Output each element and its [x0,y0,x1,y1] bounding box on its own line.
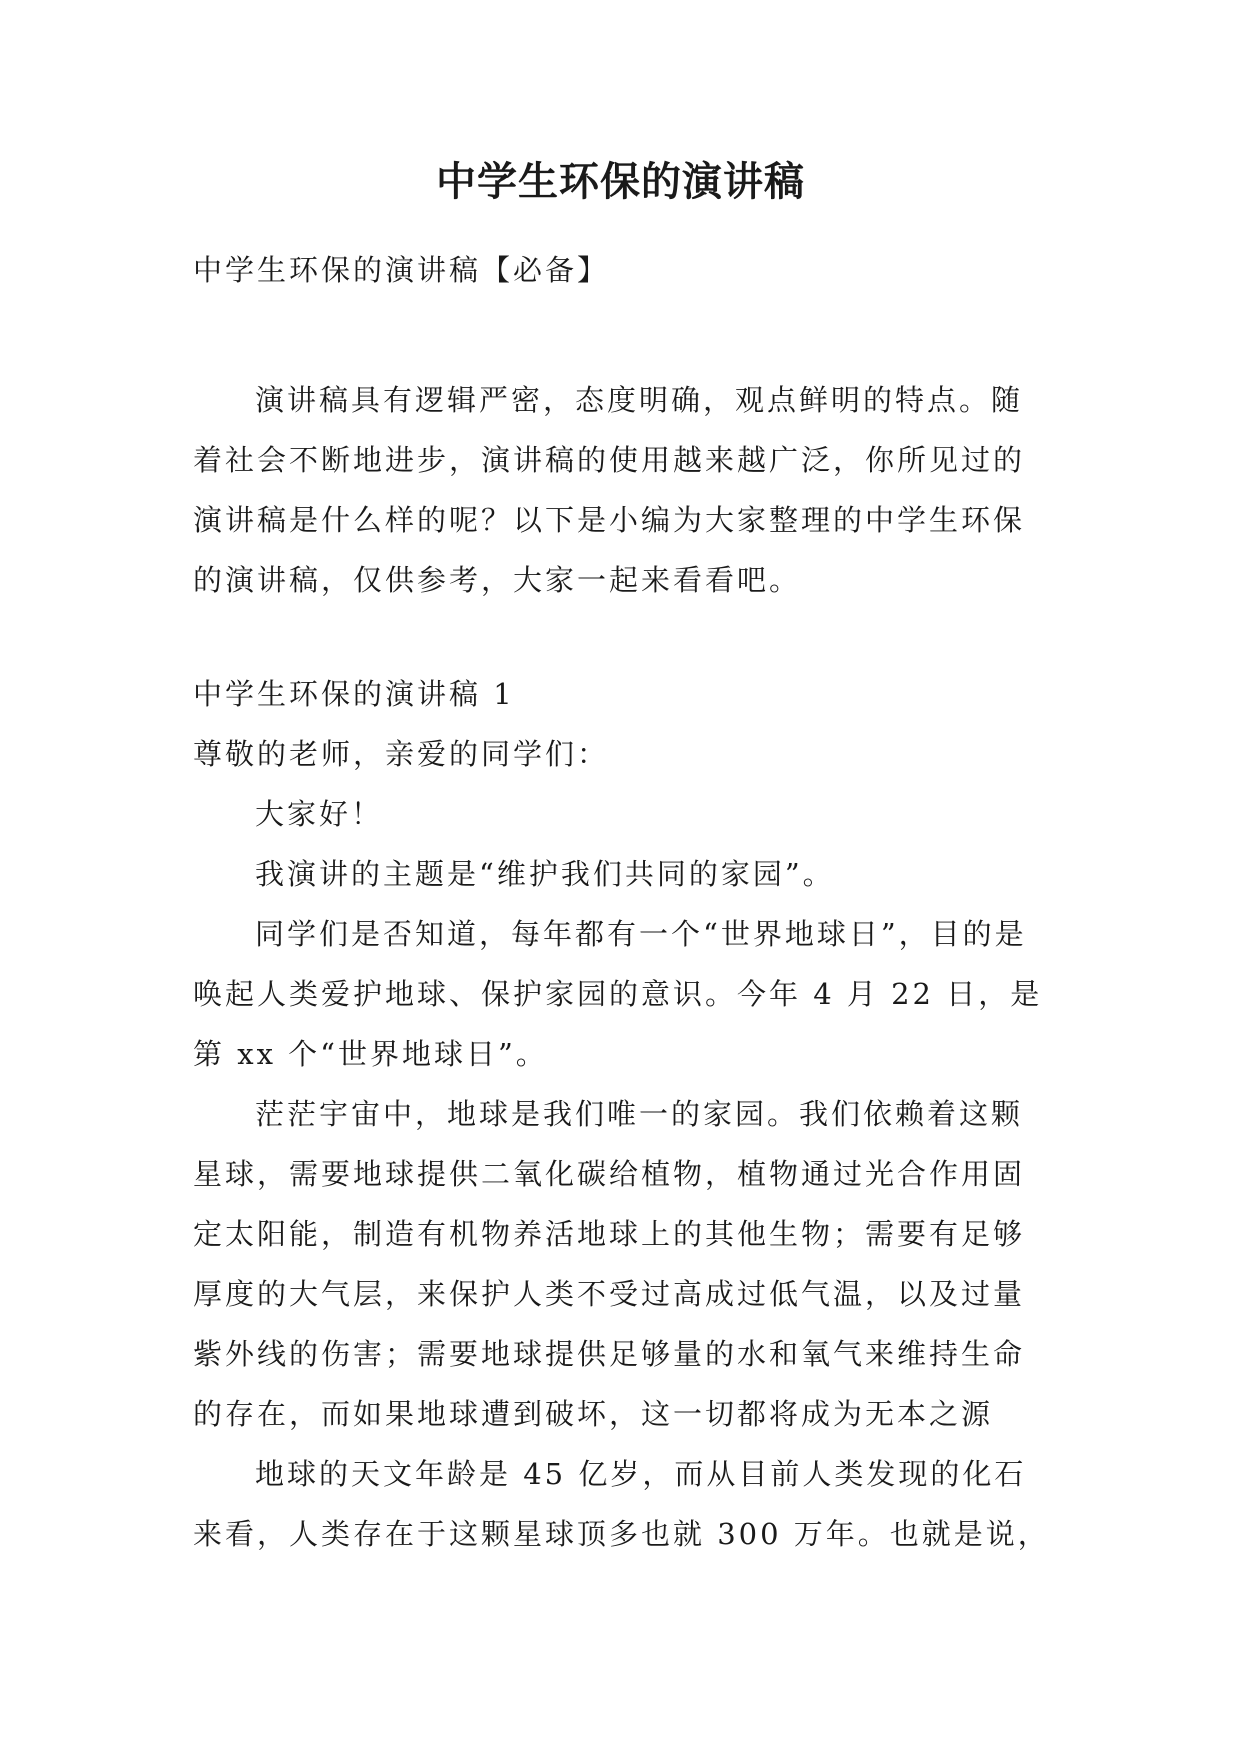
document-title: 中学生环保的演讲稿 [436,159,805,205]
spacer [193,300,1053,370]
section-heading: 中学生环保的演讲稿 1 [193,677,515,711]
intro-paragraph: 演讲稿具有逻辑严密，态度明确，观点鲜明的特点。随着社会不断地进步，演讲稿的使用越来越广泛，你所见过的演讲稿是什么样的呢？以下是小编为大家整理的中学生环保的演讲稿，仅供参考，大家一起来看看吧。 [193,383,1026,597]
paragraph-theme: 我演讲的主题是“维护我们共同的家园”。 [255,857,835,891]
paragraph-greeting: 大家好！ [255,797,384,831]
document-body [193,240,1053,1564]
document-subtitle: 中学生环保的演讲稿【必备】 [193,253,610,287]
paragraph-earth-day: 同学们是否知道，每年都有一个“世界地球日”，目的是唤起人类爱护地球、保护家园的意识。今年 4 月 22 日，是第 xx 个“世界地球日”。 [193,917,1043,1071]
paragraph-home-planet: 茫茫宇宙中，地球是我们唯一的家园。我们依赖着这颗星球，需要地球提供二氧化碳给植物，植物通过光合作用固定太阳能，制造有机物养活地球上的其他生物；需要有足够厚度的大气层，来保护人类不受过高成过低气温，以及过量紫外线的伤害；需要地球提供足够量的水和氧气来维持生命的存在，而如果地球遭到破坏，这一切都将成为无本之源 [193,1097,1026,1431]
spacer [193,610,1053,664]
paragraph-earth-age: 地球的天文年龄是 45 亿岁，而从目前人类发现的化石来看，人类存在于这颗星球顶多也就 300 万年。也就是说， [193,1457,1050,1551]
salutation: 尊敬的老师，亲爱的同学们： [193,737,610,771]
